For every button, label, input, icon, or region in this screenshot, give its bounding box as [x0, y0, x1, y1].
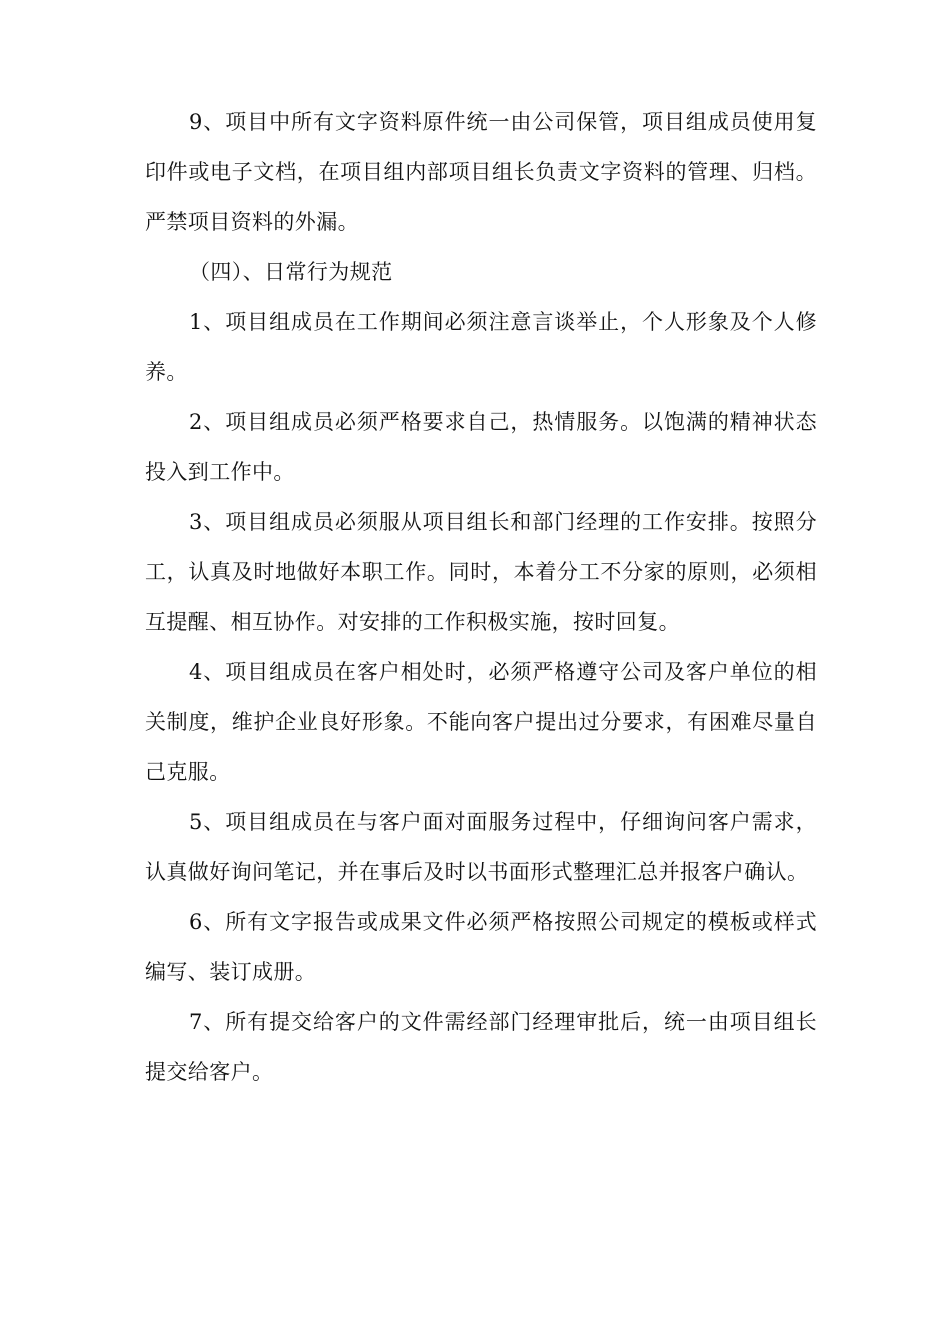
paragraph-5-client-needs: 5、项目组成员在与客户面对面服务过程中，仔细询问客户需求，认真做好询问笔记，并在事后及时以书面形式整理汇总并报客户确认。 [145, 810, 817, 884]
paragraph-3-obey-arrangements: 3、项目组成员必须服从项目组长和部门经理的工作安排。按照分工，认真及时地做好本职工作。同时，本着分工不分家的原则，必须相互提醒、相互协作。对安排的工作积极实施，按时回复。 [145, 510, 817, 634]
paragraph-6-report-format: 6、所有文字报告或成果文件必须严格按照公司规定的模板或样式编写、装订成册。 [145, 910, 817, 984]
section-heading-daily-conduct: （四）、日常行为规范 [189, 260, 393, 284]
paragraph-2-service: 2、项目组成员必须严格要求自己，热情服务。以饱满的精神状态投入到工作中。 [145, 410, 817, 484]
document-body [145, 97, 817, 1097]
paragraph-1-conduct: 1、项目组成员在工作期间必须注意言谈举止，个人形象及个人修养。 [145, 310, 817, 384]
paragraph-9-archive-rule: 9、项目中所有文字资料原件统一由公司保管，项目组成员使用复印件或电子文档，在项目组内部项目组长负责文字资料的管理、归档。严禁项目资料的外漏。 [145, 110, 817, 234]
paragraph-7-submission: 7、所有提交给客户的文件需经部门经理审批后，统一由项目组长提交给客户。 [145, 1010, 817, 1084]
paragraph-4-client-relations: 4、项目组成员在客户相处时，必须严格遵守公司及客户单位的相关制度，维护企业良好形象。不能向客户提出过分要求，有困难尽量自己克服。 [145, 660, 817, 784]
